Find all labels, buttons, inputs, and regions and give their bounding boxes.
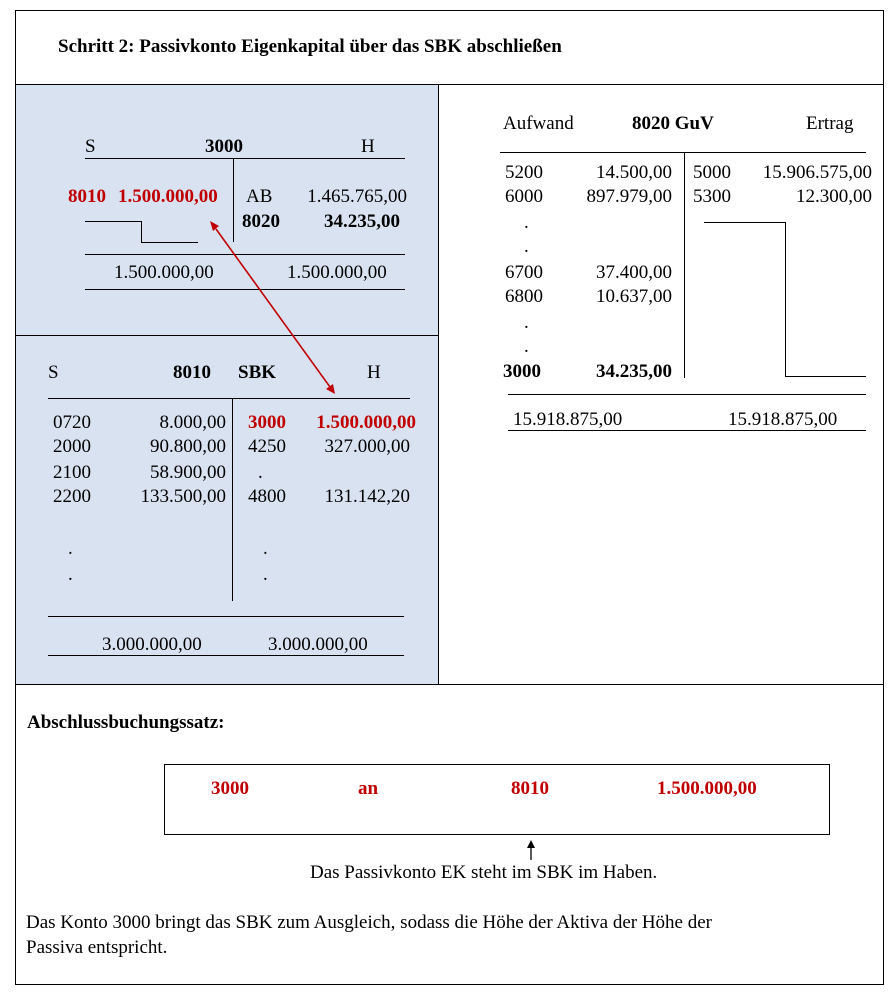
sbk-total-haben: 3.000.000,00 — [268, 634, 368, 655]
sbk-soll-account: 2000 — [53, 436, 91, 457]
guv-haben-amount: 12.300,00 — [796, 186, 872, 207]
sbk-haben-dots: . — [263, 538, 268, 559]
konto-3000-soll-account: 8010 — [68, 186, 106, 207]
guv-soll-final-amount: 34.235,00 — [596, 361, 672, 382]
sbk-haben-amount: 131.142,20 — [324, 486, 410, 507]
guv-ertrag-label: Ertrag — [806, 113, 854, 134]
sbk-haben-highlight-amount: 1.500.000,00 — [316, 412, 416, 433]
booking-heading: Abschlussbuchungssatz: — [27, 712, 225, 733]
sbk-soll-account: 0720 — [53, 412, 91, 433]
guv-soll-dots: . — [524, 336, 529, 357]
konto-3000-haben-amount: 1.465.765,00 — [307, 186, 407, 207]
booking-debit: 3000 — [211, 778, 249, 799]
sbk-haben-amount: 327.000,00 — [324, 436, 410, 457]
sbk-soll-amount: 90.800,00 — [150, 436, 226, 457]
konto-3000-haben-account: AB — [246, 186, 273, 207]
arrow-up-icon — [524, 840, 538, 862]
sbk-soll-dots: . — [68, 564, 73, 585]
sbk-haben-account: 4800 — [248, 486, 286, 507]
sbk-soll-amount: 8.000,00 — [159, 412, 226, 433]
guv-total-haben: 15.918.875,00 — [728, 409, 838, 430]
sbk-soll-account: 2200 — [53, 486, 91, 507]
konto-3000-total-soll: 1.500.000,00 — [114, 262, 214, 283]
sbk-haben-account: 4250 — [248, 436, 286, 457]
sbk-total-soll: 3.000.000,00 — [102, 634, 202, 655]
guv-total-soll: 15.918.875,00 — [513, 409, 623, 430]
sbk-haben-account: . — [258, 462, 263, 483]
sbk-haben-label: H — [367, 362, 381, 383]
page-title: Schritt 2: Passivkonto Eigenkapital über das SBK abschließen — [58, 36, 562, 57]
konto-3000-total-haben: 1.500.000,00 — [287, 262, 387, 283]
guv-haben-amount: 15.906.575,00 — [762, 162, 872, 183]
guv-title: 8020 GuV — [632, 113, 714, 134]
sbk-name: SBK — [238, 362, 277, 383]
sbk-soll-dots: . — [68, 538, 73, 559]
booking-connector: an — [358, 778, 379, 799]
guv-soll-dots: . — [524, 312, 529, 333]
konto-3000-haben-amount: 34.235,00 — [324, 211, 400, 232]
sbk-number: 8010 — [173, 362, 211, 383]
guv-soll-account: 6000 — [505, 186, 543, 207]
guv-soll-dots: . — [524, 212, 529, 233]
guv-soll-account: 6700 — [505, 262, 543, 283]
booking-note: Das Passivkonto EK steht im SBK im Haben. — [310, 862, 658, 883]
guv-haben-account: 5000 — [693, 162, 731, 183]
sbk-soll-amount: 133.500,00 — [140, 486, 226, 507]
sbk-soll-label: S — [48, 362, 59, 383]
guv-haben-account: 5300 — [693, 186, 731, 207]
konto-3000-soll-label: S — [85, 136, 96, 157]
explanation-line-2: Passiva entspricht. — [26, 937, 168, 958]
explanation-line-1: Das Konto 3000 bringt das SBK zum Ausgleich, sodass die Höhe der Aktiva der Höhe der — [26, 912, 713, 933]
guv-soll-amount: 897.979,00 — [586, 186, 672, 207]
guv-soll-amount: 10.637,00 — [596, 286, 672, 307]
booking-credit: 8010 — [511, 778, 549, 799]
sbk-haben-dots: . — [263, 564, 268, 585]
sbk-soll-account: 2100 — [53, 462, 91, 483]
guv-soll-account: 6800 — [505, 286, 543, 307]
konto-3000-haben-account: 8020 — [242, 211, 280, 232]
guv-soll-dots: . — [524, 236, 529, 257]
guv-soll-account: 5200 — [505, 162, 543, 183]
guv-aufwand-label: Aufwand — [503, 113, 574, 134]
konto-3000-soll-amount: 1.500.000,00 — [118, 186, 218, 207]
sbk-haben-highlight-account: 3000 — [248, 412, 286, 433]
sbk-soll-amount: 58.900,00 — [150, 462, 226, 483]
konto-3000-haben-label: H — [361, 136, 375, 157]
guv-soll-amount: 37.400,00 — [596, 262, 672, 283]
guv-soll-amount: 14.500,00 — [596, 162, 672, 183]
booking-amount: 1.500.000,00 — [657, 778, 757, 799]
konto-3000-number: 3000 — [205, 136, 243, 157]
guv-soll-final-account: 3000 — [503, 361, 541, 382]
